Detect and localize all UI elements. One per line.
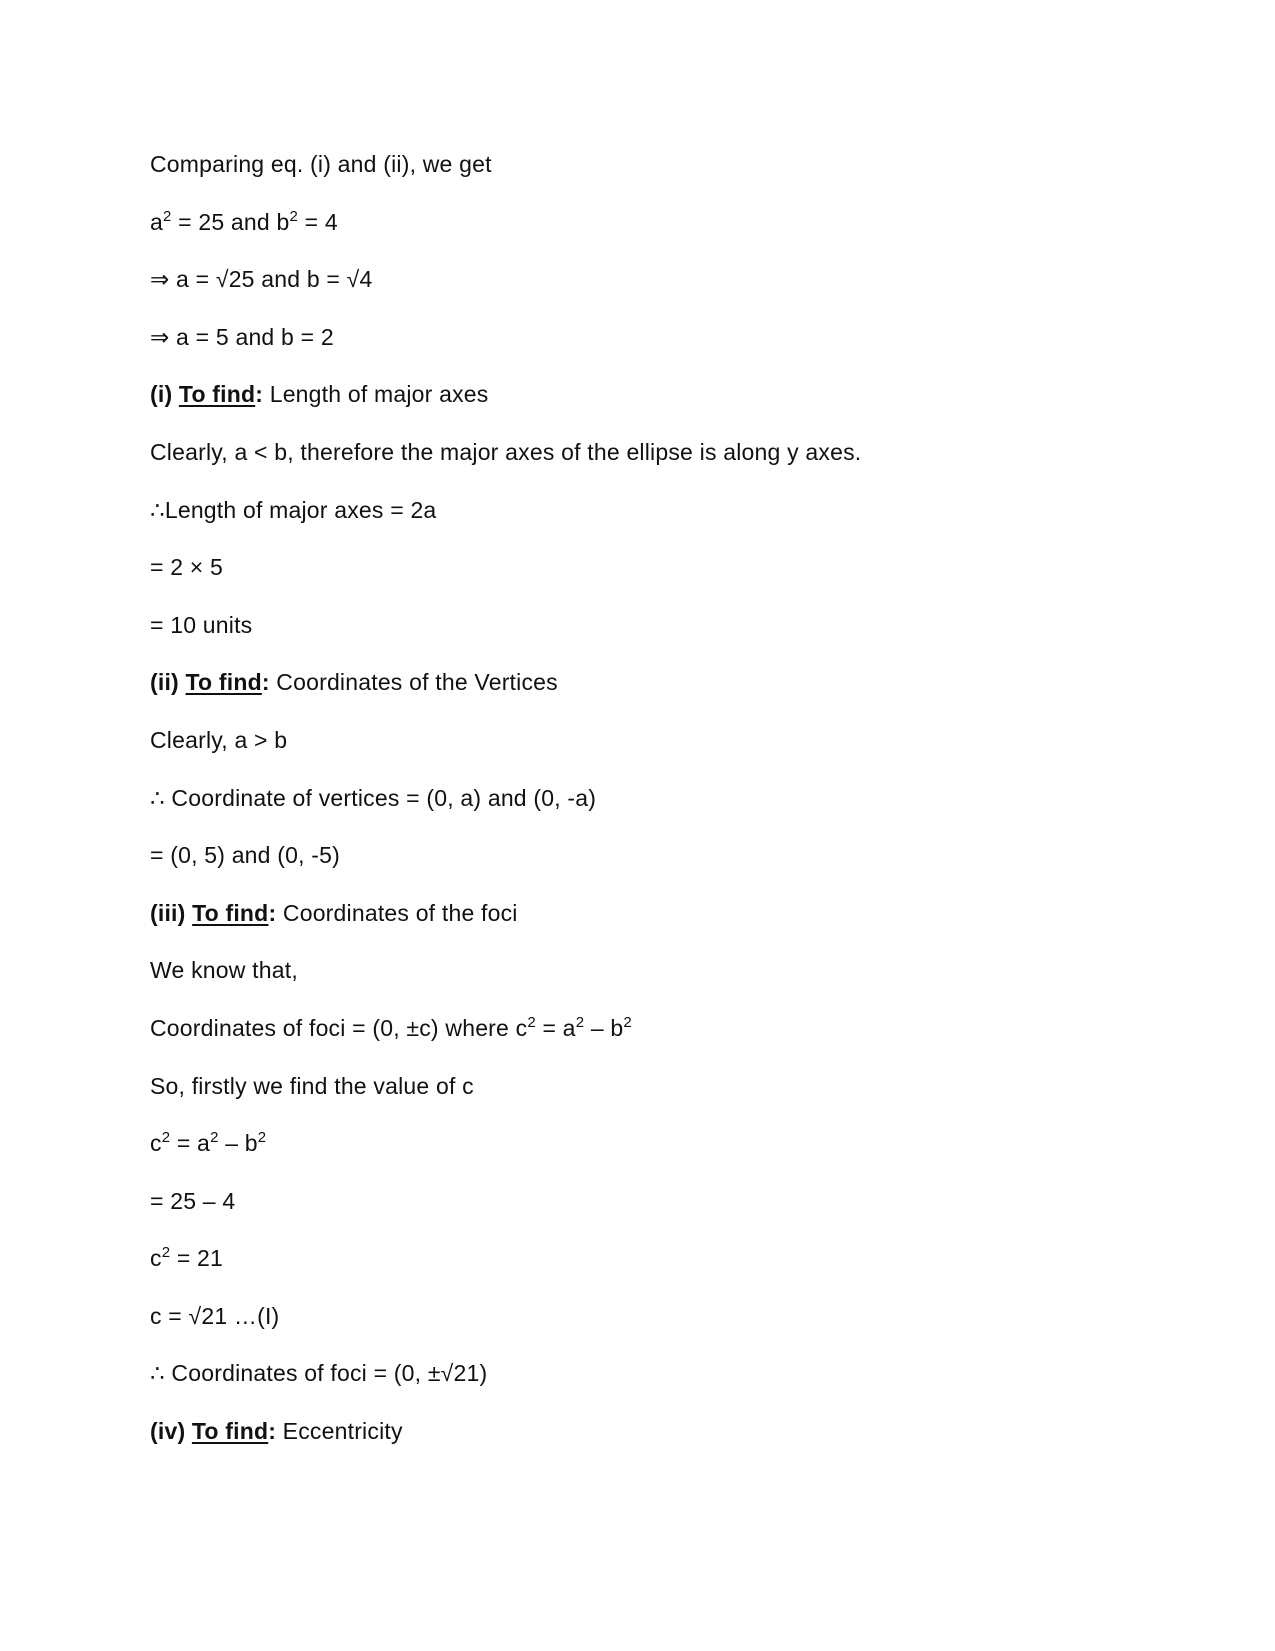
eq-part: = 25 and b	[171, 208, 290, 235]
line-text: = 2 × 5	[150, 554, 224, 581]
line-text: = 25 – 4	[150, 1187, 236, 1214]
equation-line	[150, 539, 1150, 597]
section-heading	[150, 366, 1150, 424]
text-line	[150, 1058, 1150, 1116]
text-line	[150, 136, 1150, 194]
eq-part: = 21	[170, 1245, 224, 1272]
equation-line	[150, 1288, 1150, 1346]
equation-line	[150, 1115, 1150, 1173]
line-text: = (0, 5) and (0, -5)	[150, 842, 340, 869]
eq-part: – b	[218, 1130, 258, 1157]
line-text: Comparing eq. (i) and (ii), we get	[150, 151, 492, 177]
section-heading	[150, 885, 1150, 943]
eq-part: c	[150, 1130, 162, 1157]
section-number: (i)	[150, 381, 179, 408]
superscript: 2	[527, 1013, 536, 1031]
heading-text: Coordinates of the Vertices	[269, 669, 558, 696]
equation-line	[150, 1173, 1150, 1231]
colon: :	[268, 899, 277, 926]
eq-part: = 4	[298, 208, 338, 235]
equation-line	[150, 194, 1150, 252]
text-line	[150, 424, 1150, 482]
heading-text: Eccentricity	[276, 1418, 403, 1445]
to-find-label: To find	[185, 669, 262, 696]
eq-part: = a	[170, 1130, 211, 1157]
text-line	[150, 942, 1150, 1000]
section-number: (ii)	[150, 669, 186, 696]
superscript: 2	[257, 1129, 267, 1147]
eq-part: = a	[535, 1014, 576, 1041]
equation-line	[150, 597, 1150, 655]
eq-part: a	[150, 208, 163, 235]
superscript: 2	[289, 207, 299, 225]
colon: :	[255, 381, 264, 408]
colon: :	[268, 1418, 277, 1445]
line-text: ⇒ a = 5 and b = 2	[150, 323, 334, 350]
eq-part: Coordinates of foci = (0, ±c) where c	[150, 1014, 528, 1041]
heading-text: Coordinates of the foci	[276, 899, 518, 926]
superscript: 2	[161, 1129, 171, 1147]
line-text: We know that,	[150, 957, 298, 984]
equation-line	[150, 770, 1150, 828]
eq-part: c	[150, 1245, 162, 1272]
colon: :	[261, 669, 270, 696]
superscript: 2	[210, 1129, 219, 1147]
equation-line	[150, 1345, 1150, 1403]
line-text: c = √21 …(I)	[150, 1302, 280, 1329]
to-find-label: To find	[191, 1418, 269, 1445]
equation-line	[150, 482, 1150, 540]
page-content	[150, 136, 1150, 1461]
line-text: ⇒ a = √25 and b = √4	[150, 266, 373, 293]
line-text: Clearly, a < b, therefore the major axes of the ellipse is along y axes.	[150, 438, 862, 465]
superscript: 2	[575, 1013, 585, 1031]
section-number: (iii)	[150, 899, 193, 926]
to-find-label: To find	[178, 381, 256, 408]
equation-line	[150, 309, 1150, 367]
line-text: Clearly, a > b	[150, 726, 288, 753]
section-heading	[150, 1403, 1150, 1461]
line-text: ∴ Coordinates of foci = (0, ±√21)	[150, 1360, 488, 1387]
equation-line	[150, 251, 1150, 309]
line-text: So, firstly we find the value of c	[150, 1072, 474, 1099]
superscript: 2	[623, 1013, 632, 1031]
line-text: = 10 units	[150, 611, 253, 638]
eq-part: – b	[584, 1014, 624, 1041]
equation-line	[150, 827, 1150, 885]
heading-text: Length of major axes	[263, 381, 489, 408]
superscript: 2	[161, 1244, 171, 1262]
equation-line	[150, 1230, 1150, 1288]
section-number: (iv)	[150, 1418, 192, 1445]
superscript: 2	[163, 207, 172, 225]
equation-line	[150, 1000, 1150, 1058]
to-find-label: To find	[192, 899, 269, 926]
line-text: ∴Length of major axes = 2a	[150, 496, 437, 523]
section-heading	[150, 654, 1150, 712]
text-line	[150, 712, 1150, 770]
line-text: ∴ Coordinate of vertices = (0, a) and (0, -a)	[150, 784, 597, 811]
